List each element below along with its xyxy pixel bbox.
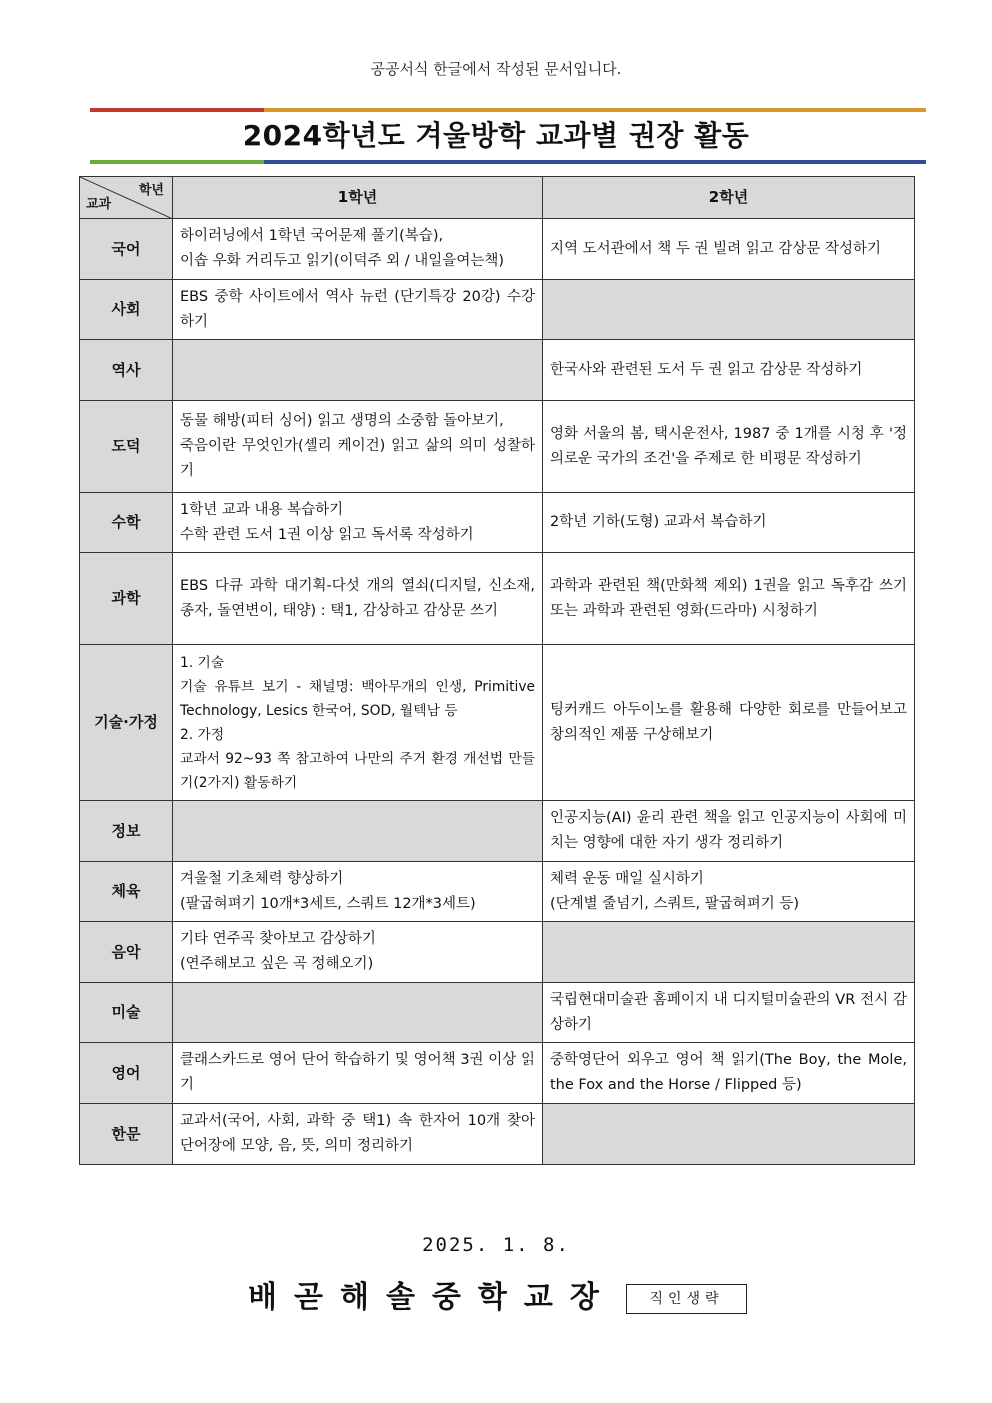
subject-cell: 국어 [80, 219, 173, 280]
grade-1-activity-cell [173, 401, 543, 493]
empty-activity-cell [543, 922, 915, 983]
grade-1-activity-cell [173, 493, 543, 553]
activity-line: (단계별 줄넘기, 스쿼트, 팔굽혀펴기 등) [550, 895, 800, 912]
activity-line: 지역 도서관에서 책 두 권 빌려 읽고 감상문 작성하기 [550, 240, 882, 257]
document-title: 2024학년도 겨울방학 교과별 권장 활동 [242, 119, 750, 152]
activity-line: 팅커캐드 아두이노를 활용해 다양한 회로를 만들어보고 창의적인 제품 구상해보기 [550, 701, 907, 743]
grade-1-header: 1학년 [173, 177, 543, 219]
activity-line: 기타 연주곡 찾아보고 감상하기 [180, 931, 376, 947]
activity-line: 2학년 기하(도형) 교과서 복습하기 [550, 514, 767, 530]
grade-1-activity-cell [173, 645, 543, 801]
subject-cell: 체육 [80, 862, 173, 922]
grade-2-header: 2학년 [543, 177, 915, 219]
grade-2-activity-cell [543, 340, 915, 401]
table-row [80, 553, 915, 645]
subject-cell: 도덕 [80, 401, 173, 493]
empty-activity-cell [543, 280, 915, 340]
activity-line: 인공지능(AI) 윤리 관련 책을 읽고 인공지능이 사회에 미치는 영향에 대한 자기 생각 정리하기 [550, 810, 907, 851]
activity-line: 2. 가정 [180, 726, 225, 743]
activity-line: 교과서 92~93 쪽 참고하여 나만의 주거 환경 개선법 만들기(2가지) 활동하기 [180, 750, 535, 791]
activity-line: 교과서(국어, 사회, 과학 중 택1) 속 한자어 10개 찾아 단어장에 모양, 음, 뜻, 의미 정리하기 [180, 1113, 535, 1154]
table-row [80, 1043, 915, 1104]
subject-cell: 역사 [80, 340, 173, 401]
activity-line: 과학과 관련된 책(만화책 제외) 1권을 읽고 독후감 쓰기 또는 과학과 관련된 영화(드라마) 시청하기 [550, 577, 907, 619]
empty-activity-cell [173, 801, 543, 862]
document-note: 공공서식 한글에서 작성된 문서입니다. [370, 60, 622, 78]
school-principal-signature: 배곧해솔중학교장 [248, 1280, 616, 1315]
activity-line: 중학영단어 외우고 영어 책 읽기(The Boy, the Mole, the Fox and the Horse / Flipped 등) [550, 1052, 907, 1093]
table-row [80, 493, 915, 553]
grade-1-activity-cell [173, 1043, 543, 1104]
activity-line: EBS 중학 사이트에서 역사 뉴런 (단기특강 20강) 수강하기 [180, 288, 535, 330]
grade-2-activity-cell [543, 983, 915, 1043]
activity-line: 1. 기술 [180, 654, 225, 671]
table-row [80, 862, 915, 922]
title-top-rule [90, 108, 926, 112]
activity-line: 한국사와 관련된 도서 두 권 읽고 감상문 작성하기 [550, 361, 863, 378]
table-corner-header [80, 177, 173, 219]
activity-line: EBS 다큐 과학 대기획-다섯 개의 열쇠(디지털, 신소재, 종자, 돌연변이, 태양) : 택1, 감상하고 감상문 쓰기 [180, 577, 535, 619]
grade-2-activity-cell [543, 1043, 915, 1104]
table-row [80, 340, 915, 401]
grade-2-activity-cell [543, 493, 915, 553]
corner-subject-label: 교과 [86, 197, 112, 212]
table-row [80, 922, 915, 983]
subject-cell: 한문 [80, 1104, 173, 1165]
activity-line: 1학년 교과 내용 복습하기 [180, 501, 344, 518]
activity-line: 기술 유튜브 보기 - 채널명: 백아무개의 인생, Primitive Technology, Lesics 한국어, SOD, 월텍남 등 [180, 678, 535, 719]
activity-line: (팔굽혀펴기 10개*3세트, 스쿼트 12개*3세트) [180, 895, 476, 912]
grade-2-activity-cell [543, 401, 915, 493]
table-row [80, 801, 915, 862]
official-seal-box: 직인생략 [626, 1284, 747, 1314]
table-row [80, 983, 915, 1043]
activity-line: 체력 운동 매일 실시하기 [550, 870, 704, 887]
table-row [80, 401, 915, 493]
grade-2-activity-cell [543, 645, 915, 801]
grade-1-activity-cell [173, 1104, 543, 1165]
activity-table [79, 176, 915, 1165]
grade-2-activity-cell [543, 219, 915, 280]
subject-cell: 수학 [80, 493, 173, 553]
activity-line: 국립현대미술관 홈페이지 내 디지털미술관의 VR 전시 감상하기 [550, 991, 907, 1033]
subject-cell: 정보 [80, 801, 173, 862]
empty-activity-cell [543, 1104, 915, 1165]
grade-1-activity-cell [173, 280, 543, 340]
activity-line: 클래스카드로 영어 단어 학습하기 및 영어책 3권 이상 읽기 [180, 1052, 535, 1093]
grade-1-activity-cell [173, 553, 543, 645]
activity-line: (연주해보고 싶은 곡 정해오기) [180, 956, 374, 972]
grade-2-activity-cell [543, 801, 915, 862]
empty-activity-cell [173, 340, 543, 401]
activity-line: 이솝 우화 거리두고 읽기(이덕주 외 / 내일을여는책) [180, 253, 504, 269]
activity-line: 수학 관련 도서 1권 이상 읽고 독서록 작성하기 [180, 526, 474, 543]
activity-line: 영화 서울의 봄, 택시운전사, 1987 중 1개를 시청 후 '정의로운 국가의 조건'을 주제로 한 비평문 작성하기 [550, 425, 907, 467]
activity-line: 하이러닝에서 1학년 국어문제 풀기(복습), [180, 228, 444, 244]
grade-1-activity-cell [173, 922, 543, 983]
grade-2-activity-cell [543, 862, 915, 922]
table-row [80, 280, 915, 340]
grade-1-activity-cell [173, 862, 543, 922]
corner-grade-label: 학년 [138, 183, 164, 198]
grade-2-activity-cell [543, 553, 915, 645]
activity-line: 겨울철 기초체력 향상하기 [180, 870, 344, 887]
table-body [80, 219, 915, 1165]
subject-cell: 기술·가정 [80, 645, 173, 801]
document-date: 2025. 1. 8. [422, 1234, 570, 1256]
subject-cell: 사회 [80, 280, 173, 340]
table-row [80, 219, 915, 280]
subject-cell: 영어 [80, 1043, 173, 1104]
subject-cell: 과학 [80, 553, 173, 645]
activity-line: 동물 해방(피터 싱어) 읽고 생명의 소중함 돌아보기, [180, 413, 504, 429]
signature-row [0, 1278, 992, 1322]
activity-line: 죽음이란 무엇인가(셸리 케이건) 읽고 삶의 의미 성찰하기 [180, 438, 535, 479]
subject-cell: 음악 [80, 922, 173, 983]
empty-activity-cell [173, 983, 543, 1043]
grade-1-activity-cell [173, 219, 543, 280]
table-row [80, 1104, 915, 1165]
table-row [80, 645, 915, 801]
title-bottom-rule [90, 160, 926, 164]
subject-cell: 미술 [80, 983, 173, 1043]
